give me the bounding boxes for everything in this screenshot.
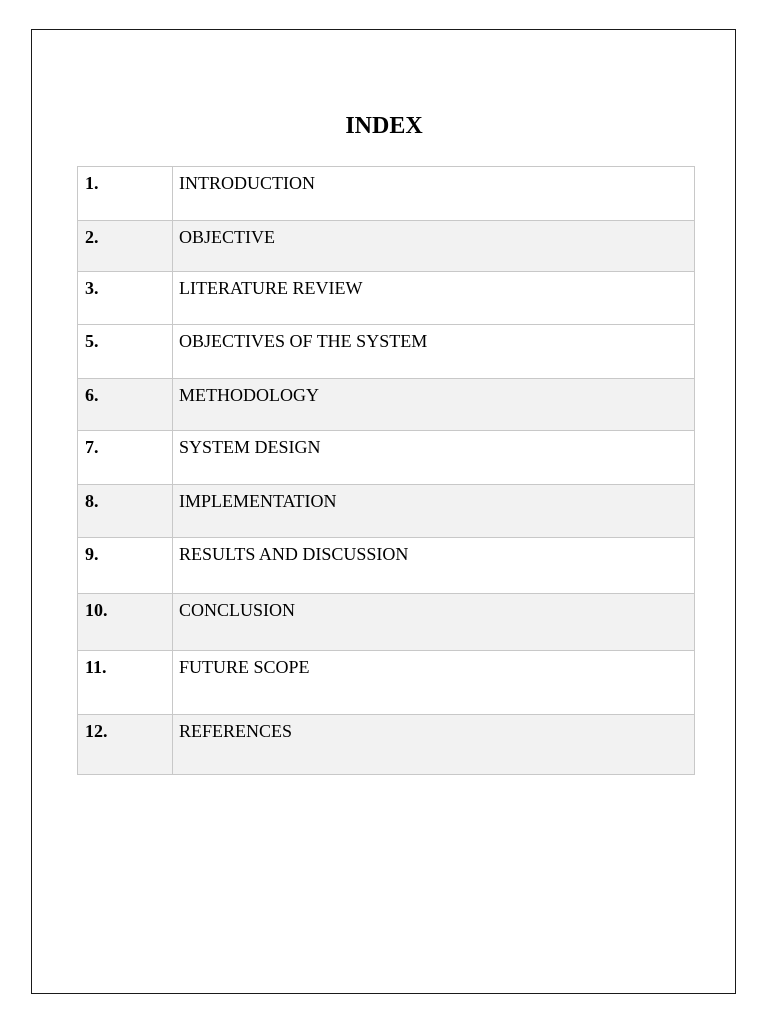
table-row bbox=[78, 272, 695, 325]
table-row bbox=[78, 594, 695, 651]
row-number: 12. bbox=[78, 715, 173, 775]
index-table bbox=[77, 166, 695, 775]
table-row bbox=[78, 538, 695, 594]
row-label: REFERENCES bbox=[173, 715, 695, 775]
row-label: METHODOLOGY bbox=[173, 379, 695, 431]
row-number: 8. bbox=[78, 485, 173, 538]
row-number: 6. bbox=[78, 379, 173, 431]
row-number: 2. bbox=[78, 221, 173, 272]
row-label: OBJECTIVES OF THE SYSTEM bbox=[173, 325, 695, 379]
row-label: IMPLEMENTATION bbox=[173, 485, 695, 538]
row-number: 1. bbox=[78, 167, 173, 221]
table-row bbox=[78, 431, 695, 485]
row-label: SYSTEM DESIGN bbox=[173, 431, 695, 485]
row-label: CONCLUSION bbox=[173, 594, 695, 651]
table-row bbox=[78, 221, 695, 272]
row-label: OBJECTIVE bbox=[173, 221, 695, 272]
row-number: 9. bbox=[78, 538, 173, 594]
row-label: LITERATURE REVIEW bbox=[173, 272, 695, 325]
table-row bbox=[78, 325, 695, 379]
row-number: 7. bbox=[78, 431, 173, 485]
row-number: 3. bbox=[78, 272, 173, 325]
table-row bbox=[78, 651, 695, 715]
table-row bbox=[78, 715, 695, 775]
row-label: FUTURE SCOPE bbox=[173, 651, 695, 715]
table-row bbox=[78, 167, 695, 221]
row-number: 5. bbox=[78, 325, 173, 379]
row-number: 11. bbox=[78, 651, 173, 715]
row-label: INTRODUCTION bbox=[173, 167, 695, 221]
page-title: INDEX bbox=[345, 113, 423, 139]
row-number: 10. bbox=[78, 594, 173, 651]
table-row bbox=[78, 379, 695, 431]
table-row bbox=[78, 485, 695, 538]
row-label: RESULTS AND DISCUSSION bbox=[173, 538, 695, 594]
